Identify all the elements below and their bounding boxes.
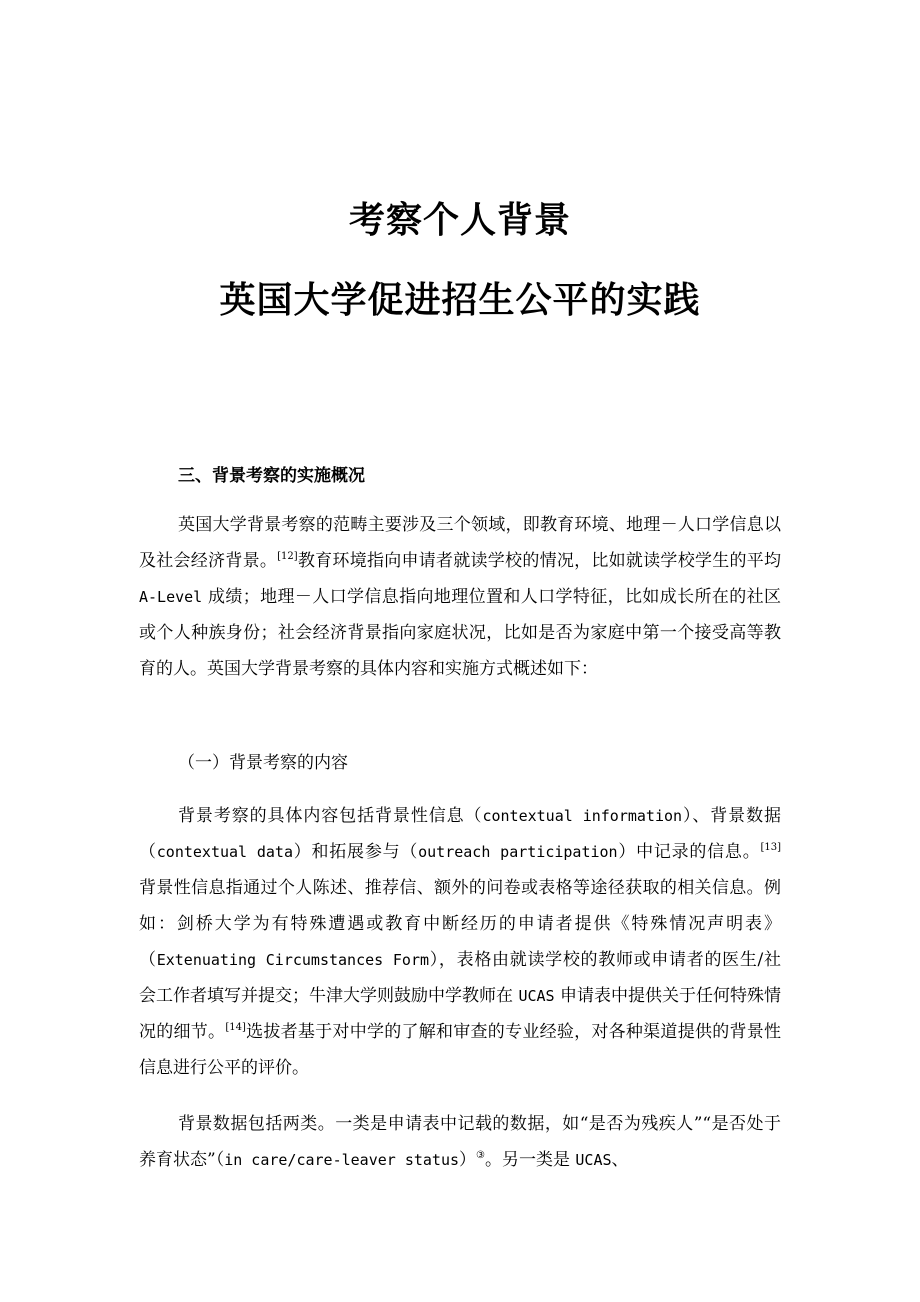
document-subtitle: 英国大学促进招生公平的实践 bbox=[219, 280, 701, 321]
a-level-term: A-Level bbox=[139, 588, 203, 606]
paragraph-2-text-d: ）中记录的信息。 bbox=[617, 842, 761, 862]
term-ucas: UCAS bbox=[518, 987, 555, 1005]
paragraph-2-text-e: 背景性信息指通过个人陈述、推荐信、额外的问卷或表格等途径获取的相关信息。例如：剑桥大学为有特殊遭遇或教育中断经历的申请者提供《特殊情况声明表》（ bbox=[139, 878, 781, 970]
paragraph-1 bbox=[139, 507, 781, 687]
term-contextual-information: contextual information bbox=[482, 807, 683, 825]
paragraph-2-text-g: 申请表中提供关于任何特殊情况的细节。 bbox=[139, 986, 782, 1042]
sub-heading: （一）背景考察的内容 bbox=[178, 753, 348, 773]
paragraph-2-text-h: 选拔者基于对中学的了解和审查的专业经验，对各种渠道提供的背景性信息进行公平的评价。 bbox=[139, 1022, 782, 1078]
term-contextual-data: contextual data bbox=[156, 843, 293, 861]
paragraph-2-text-a: 背景考察的具体内容包括背景性信息（ bbox=[178, 806, 483, 826]
section-heading: 三、背景考察的实施概况 bbox=[178, 466, 365, 486]
paragraph-3-text-b: ） bbox=[459, 1150, 477, 1170]
citation-14: [14] bbox=[225, 1022, 246, 1033]
citation-13: [13] bbox=[760, 842, 781, 853]
paragraph-2-text-b: ）、背景数据（ bbox=[139, 806, 781, 862]
paragraph-2-text-c: ）和拓展参与（ bbox=[293, 842, 419, 862]
paragraph-3-text-c: 。另一类是 bbox=[484, 1150, 576, 1170]
paragraph-2-text-f: ），表格由就读学校的教师或申请者的医生/社会工作者填写并提交；牛津大学则鼓励中学教师在 bbox=[139, 950, 781, 1006]
citation-12: [12] bbox=[277, 551, 298, 562]
paragraph-1-text-a: 英国大学背景考察的范畴主要涉及三个领域，即教育环境、地理－人口学信息以及社会经济背景。 bbox=[139, 515, 781, 571]
paragraph-1-text-c: 成绩；地理－人口学信息指向地理位置和人口学特征，比如成长所在的社区或个人种族身份；社会经济背景指向家庭状况，比如是否为家庭中第一个接受高等教育的人。英国大学背景考察的具体内容和实施方式概述如下： bbox=[139, 587, 781, 679]
document-title: 考察个人背景 bbox=[348, 200, 571, 241]
paragraph-2 bbox=[139, 798, 781, 1086]
paragraph-1-text-b: 教育环境指向申请者就读学校的情况，比如就读学校学生的平均 bbox=[297, 551, 782, 571]
term-in-care-status: in care/care-leaver status bbox=[224, 1151, 460, 1169]
term-outreach-participation: outreach participation bbox=[418, 843, 618, 861]
paragraph-3-text-d: 、 bbox=[611, 1150, 629, 1170]
term-ucas-2: UCAS bbox=[575, 1151, 612, 1169]
term-extenuating-circumstances-form: Extenuating Circumstances Form bbox=[156, 951, 430, 969]
footnote-marker-3: ③ bbox=[476, 1150, 485, 1161]
paragraph-3 bbox=[139, 1106, 781, 1178]
paragraph-3-text-a: 背景数据包括两类。一类是申请表中记载的数据，如“是否为残疾人”“是否处于养育状态”（ bbox=[139, 1114, 781, 1170]
